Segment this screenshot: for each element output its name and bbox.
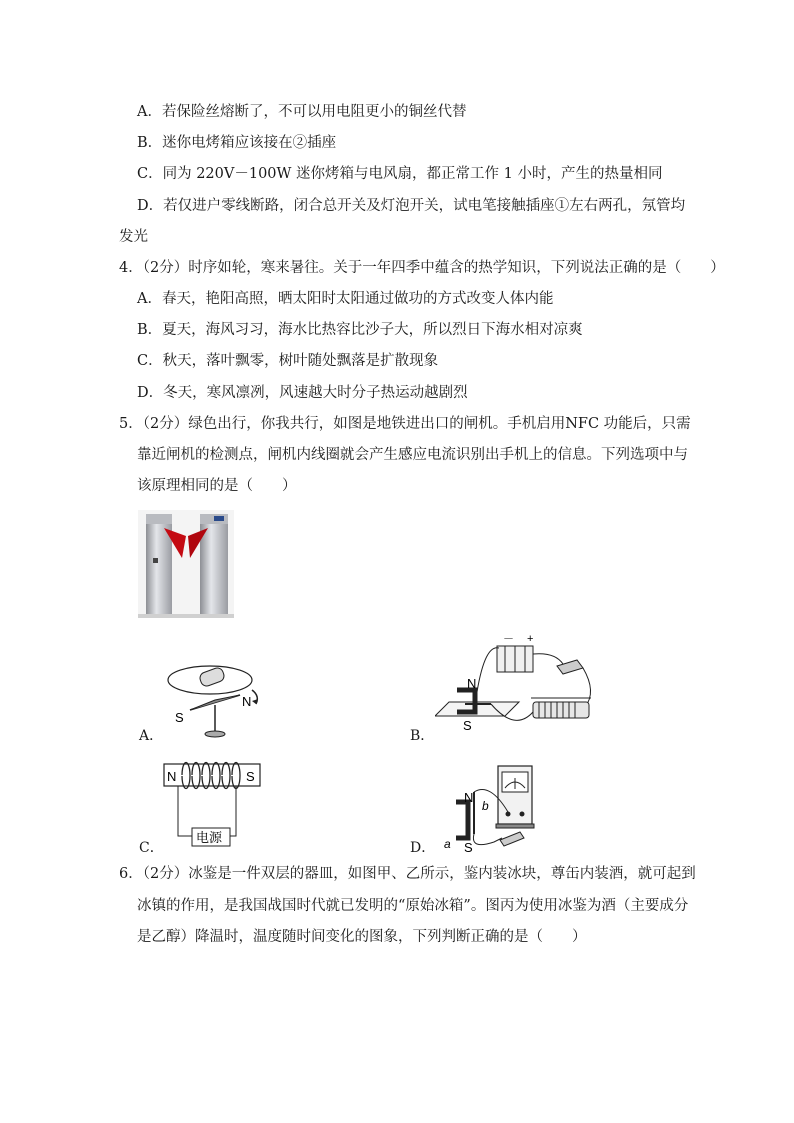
q3-option-b: B．迷你电烤箱应该接在②插座: [137, 135, 337, 151]
q5-stem-line-3: 该原理相同的是（ ）: [137, 478, 297, 494]
q4-option-c: C．秋天，落叶飘零，树叶随处飘落是扩散现象: [137, 353, 439, 369]
q4-option-b: B．夏天，海风习习，海水比热容比沙子大，所以烈日下海水相对凉爽: [137, 322, 583, 338]
option-d-b-label: b: [482, 799, 489, 813]
option-c-figure: [158, 752, 268, 852]
option-b-north-label: N: [467, 676, 477, 691]
q6-stem-line-3: 是乙醇）降温时，温度随时间变化的图象，下列判断正确的是（ ）: [137, 929, 587, 945]
q3-option-c: C．同为 220V－100W 迷你烤箱与电风扇，都正常工作 1 小时，产生的热量相同: [137, 166, 663, 182]
q3-option-d: D．若仅进户零线断路，闭合总开关及灯泡开关，试电笔接触插座①左右两孔，氖管均: [137, 198, 686, 214]
option-d-a-label: a: [444, 837, 451, 851]
option-c-power-label: 电源: [196, 830, 223, 845]
q5-option-d-label: D．: [410, 840, 436, 856]
option-b-minus-label: －: [503, 633, 514, 645]
q3-option-d-continued: 发光: [119, 229, 148, 245]
q5-stem-line-1: 5．（2分）绿色出行，你我共行，如图是地铁进出口的闸机。手机启用NFC 功能后，只需: [119, 416, 691, 432]
q6-stem-line-1: 6．（2分）冰鉴是一件双层的器皿，如图甲、乙所示，鉴内装冰块，尊缶内装酒，就可起到: [119, 866, 696, 882]
q4-option-d: D．冬天，寒风凛冽，风速越大时分子热运动越剧烈: [137, 385, 468, 401]
q3-option-a: A．若保险丝熔断了，不可以用电阻更小的铜丝代替: [137, 104, 467, 120]
option-d-figure: [430, 762, 540, 857]
option-b-south-label: S: [463, 718, 472, 733]
q5-option-a-label: A．: [139, 728, 164, 744]
q5-stem-line-2: 靠近闸机的检测点，闸机内线圈就会产生感应电流识别出手机上的信息。下列选项中与: [137, 447, 688, 463]
option-a-south-label: S: [175, 710, 184, 725]
option-a-figure: [160, 660, 270, 745]
option-d-north-label: N: [464, 790, 474, 805]
option-b-plus-label: +: [527, 633, 534, 645]
q4-stem: 4．（2分）时序如轮，寒来暑往。关于一年四季中蕴含的热学知识，下列说法正确的是（ ）: [119, 260, 725, 276]
q6-stem-line-2: 冰镇的作用，是我国战国时代就已发明的“原始冰箱”。图丙为使用冰鉴为酒（主要成分: [137, 898, 689, 914]
option-d-south-label: S: [464, 840, 473, 855]
option-a-north-label: N: [242, 694, 252, 709]
turnstile-image: [138, 510, 234, 618]
q5-option-b-label: B．: [410, 728, 435, 744]
q4-option-a: A．春天，艳阳高照，晒太阳时太阳通过做功的方式改变人体内能: [137, 291, 554, 307]
option-c-south-label: S: [246, 769, 255, 784]
option-b-figure: [435, 632, 600, 737]
q5-option-c-label: C．: [139, 840, 164, 856]
option-c-north-label: N: [167, 769, 177, 784]
